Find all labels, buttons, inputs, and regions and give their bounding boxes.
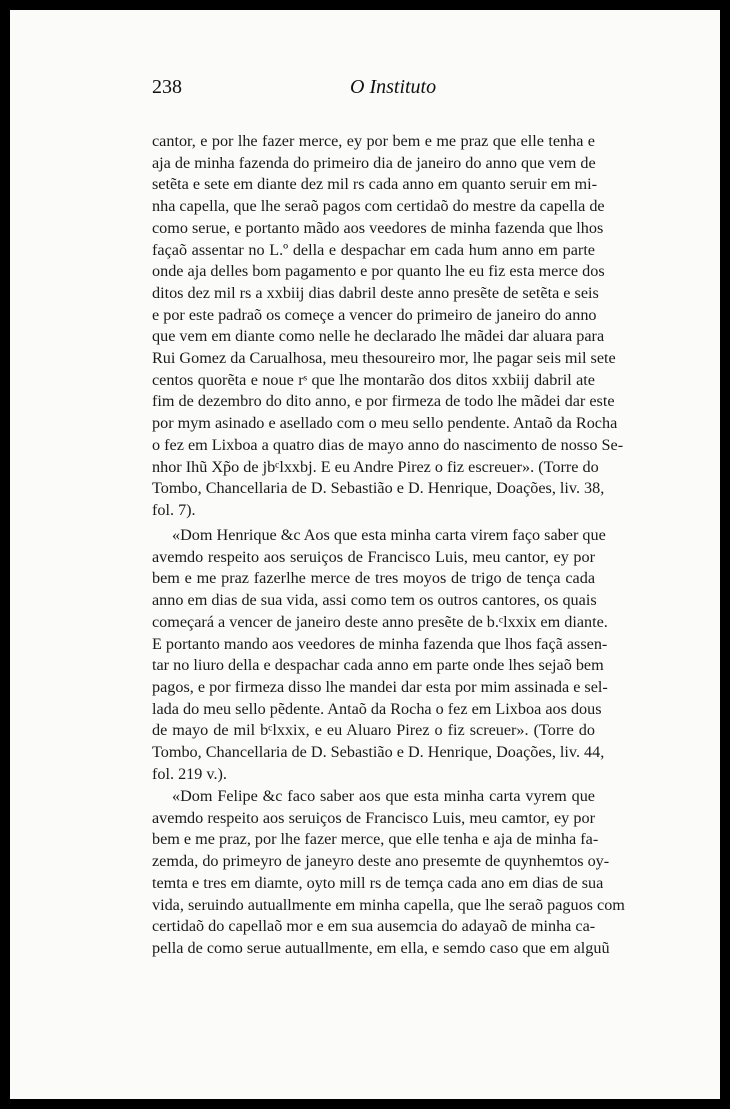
text-line: zemda, do primeyro de janeyro deste ano presemte de quynhemtos oy- [152,852,610,871]
text-line: Tombo, Chancellaria de D. Sebastião e D. Henrique, Doações, liv. 38, [152,479,605,498]
text-line: certidaõ do capellaõ mor e em sua ausemcia do adayaõ de minha ca- [152,917,596,936]
text-line: avemdo respeito aos seruiços de Francisco Luis, meu cantor, ey por [152,547,595,566]
text-line: façaõ assentar no L.º della e despachar em cada hum anno em parte [152,240,595,259]
text-line: de mayo de mil bᶜlxxix, e eu Aluaro Pirez o fiz screuer». (Torre do [152,721,595,740]
book-page [10,10,720,1099]
text-line: setẽta e sete em diante dez mil rs cada anno em quanto seruir em mi- [152,175,597,194]
text-line: fol. 7). [152,500,196,519]
running-title: O Instituto [350,76,437,98]
text-line: vida, seruindo autuallmente em minha capella, que lhe seraõ paguos com [152,895,625,914]
paragraph-3 [152,786,625,960]
text-line: Rui Gomez da Carualhosa, meu thesoureiro mor, lhe pagar seis mil sete [152,349,616,368]
text-line: pagos, e por firmeza disso lhe mandei dar esta por mim assinada e sel- [152,677,608,696]
text-line: nha capella, que lhe seraõ pagos com certidaõ do mestre da capella de [152,197,605,216]
text-line: avemdo respeito aos seruiços de Francisco Luis, meu camtor, ey por [152,808,595,827]
text-line: bem e me praz, por lhe fazer merce, que elle tenha e aja de minha fa- [152,830,599,849]
text-line: fim de dezembro do dito anno, e por firmeza de todo lhe mãdei dar este [152,392,615,411]
text-line: que vem em diante como nelle he declarado lhe mãdei dar aluara para [152,327,605,346]
text-line: o fez em Lixboa a quatro dias de mayo anno do nascimento de nosso Se- [152,435,624,454]
text-line: nhor Ihũ Xp̃o de jbᶜlxxbj. E eu Andre Pirez o fiz escreuer». (Torre do [152,457,599,476]
text-line: aja de minha fazenda do primeiro dia de janeiro do anno que vem de [152,153,596,172]
text-line: tar no liuro della e despachar cada anno em parte onde lhes sejaõ bem [152,656,604,675]
text-line: fol. 219 v.). [152,764,227,783]
text-line: como serue, e portanto mãdo aos veedores de minha fazenda que lhos [152,218,604,237]
text-line: anno em dias de sua vida, assi como tem os outros cantores, os quais [152,591,597,610]
text-line: «Dom Henrique &c Aos que esta minha carta virem faço saber que [172,526,606,544]
paragraph-1 [152,131,624,522]
text-line: cantor, e por lhe fazer merce, ey por bem e me praz que elle tenha e [152,132,595,150]
text-line: bem e me praz fazerlhe merce de tres moyos de trigo de tença cada [152,569,595,588]
text-line: ditos dez mil rs a xxbiij dias dabril deste anno presẽte de setẽta e seis [152,283,599,302]
text-line: E portanto mando aos veedores de minha fazenda que lhos façã assen- [152,634,608,653]
text-line: começará a vencer de janeiro deste anno presẽte de b.ᶜlxxix em diante. [152,612,608,631]
text-line: Tombo, Chancellaria de D. Sebastião e D. Henrique, Doações, liv. 44, [152,743,605,762]
text-line: por mym asinado e asellado com o meu sello pendente. Antaõ da Rocha [152,414,618,433]
text-line: pella de como serue autuallmente, em ella, e semdo caso que em alguũ [152,938,610,957]
text-line: e por este padraõ os começe a vencer do primeiro de janeiro do anno [152,305,597,324]
text-line: onde aja delles bom pagamento e por quanto lhe eu fiz esta merce dos [152,262,605,281]
text-line: lada do meu sello pẽdente. Antaõ da Rocha o fez em Lixboa aos dous [152,699,602,718]
page-number: 238 [152,76,182,98]
page-header [152,76,584,106]
text-line: «Dom Felipe &c faco saber aos que esta minha carta vyrem que [172,787,595,805]
text-line: centos quorẽta e noue rˢ que lhe montarão dos ditos xxbiij dabril ate [152,370,595,389]
text-line: temta e tres em diamte, oyto mill rs de temça cada ano em dias de sua [152,873,604,892]
paragraph-2 [152,525,608,785]
